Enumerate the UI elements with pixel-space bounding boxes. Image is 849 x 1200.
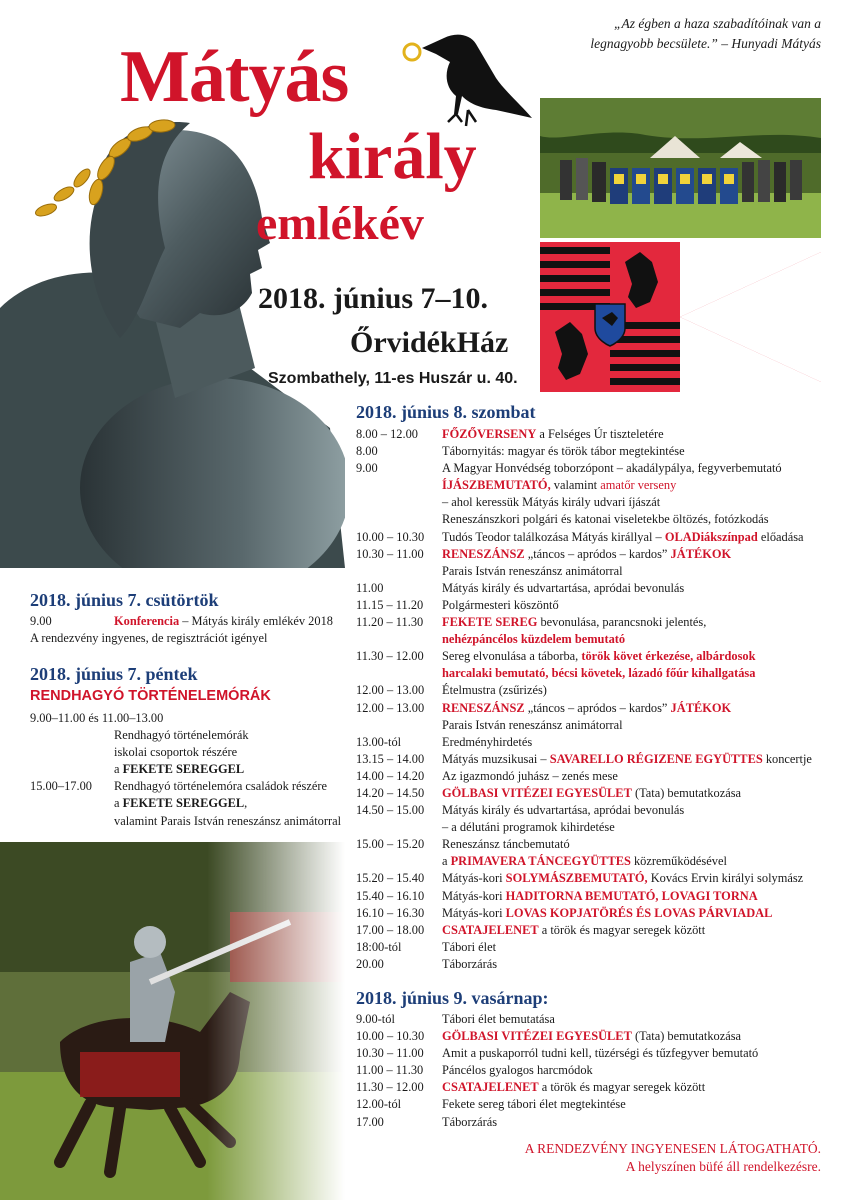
schedule-time: 16.10 – 16.30: [356, 905, 425, 920]
highlight-text: FEKETE SEREG: [442, 615, 538, 630]
highlight-text: GÖLBASI VITÉZEI EGYESÜLET: [442, 1029, 632, 1044]
schedule-row: [356, 802, 826, 819]
event-venue: ŐrvidékHáz: [350, 326, 509, 359]
free-admission-text: A RENDEZVÉNY INGYENESEN LÁTOGATHATÓ.: [524, 1141, 821, 1156]
saturday-schedule: [356, 426, 826, 973]
highlight-text: nehézpáncélos küzdelem bemutató: [442, 632, 626, 647]
schedule-text: [442, 580, 826, 597]
schedule-text: [442, 1079, 826, 1096]
schedule-row: [356, 563, 826, 580]
comma: ,: [244, 796, 248, 811]
schedule-text: [442, 648, 826, 665]
friday-schedule: [30, 710, 350, 830]
schedule-text: [442, 956, 826, 973]
schedule-text: [442, 477, 826, 494]
plain-text: Mátyás muzsikusai –: [442, 751, 550, 766]
highlight-text: CSATAJELENET: [442, 922, 539, 937]
plain-text: Eredményhirdetés: [442, 734, 533, 749]
schedule-time: [356, 665, 442, 682]
schedule-time: [356, 563, 442, 580]
event-dates: 2018. június 7–10.: [258, 282, 489, 315]
schedule-text: [442, 734, 826, 751]
plain-text: Amit a puskaporról tudni kell, tüzérségi és tűzfegyver bemutató: [442, 1046, 759, 1061]
schedule-time: 17.00 – 18.00: [356, 922, 425, 937]
highlight-text: ÍJÁSZBEMUTATÓ,: [442, 478, 551, 493]
friday-line: iskolai csoportok részére: [114, 745, 238, 760]
schedule-text: [442, 460, 826, 477]
friday-heading: 2018. június 7. péntek: [30, 664, 198, 684]
highlight-text: JÁTÉKOK: [670, 546, 732, 561]
schedule-row: [356, 648, 826, 665]
plain-text: Reneszánszkori polgári és katonai viseletekbe öltözés, fotózkodás: [442, 512, 769, 527]
saturday-heading: 2018. június 8. szombat: [356, 402, 536, 422]
schedule-row: [356, 529, 826, 546]
knight-on-horse-photo: [0, 842, 345, 1200]
highlight-text: PRIMAVERA TÁNCEGYÜTTES: [450, 854, 631, 869]
schedule-row: [356, 785, 826, 802]
schedule-row: [356, 546, 826, 563]
schedule-text: [442, 768, 826, 785]
plain-text: Kovács Ervin királyi solymász: [647, 871, 804, 886]
registration-note: A rendezvény ingyenes, de regisztrációt igényel: [30, 631, 268, 646]
king-matthias-statue-image: [0, 68, 345, 568]
sunday-heading: 2018. június 9. vasárnap:: [356, 988, 549, 1008]
plain-text: Polgármesteri köszöntő: [442, 597, 559, 612]
schedule-row: [356, 751, 826, 768]
schedule-row: [356, 682, 826, 699]
plain-text: Reneszánsz táncbemutató: [442, 837, 570, 852]
plain-text: Sereg elvonulása a táborba,: [442, 649, 582, 664]
friday-time-1: 9.00–11.00 és 11.00–13.00: [30, 711, 164, 725]
plain-text: a Felséges Úr tiszteletére: [536, 427, 664, 441]
raven-icon: [396, 18, 536, 130]
history-lessons-heading: RENDHAGYÓ TÖRTÉNELEMÓRÁK: [30, 688, 271, 704]
black-army-label: FEKETE SEREGGEL: [122, 796, 245, 811]
highlight-text: SAVARELLO RÉGIZENE EGYÜTTES: [549, 751, 763, 766]
schedule-time: 8.00: [356, 444, 378, 459]
schedule-time: 9.00: [356, 461, 378, 476]
schedule-text: [442, 1096, 826, 1113]
schedule-row: [356, 1011, 826, 1028]
title-line-2: király: [308, 120, 477, 193]
schedule-text: [442, 836, 826, 853]
hunyadi-coat-of-arms-flag: [540, 242, 821, 392]
plain-text: Mátyás-kori: [442, 888, 506, 903]
schedule-row: [356, 870, 826, 887]
schedule-row: [356, 477, 826, 494]
time: 9.00: [30, 614, 52, 628]
schedule-time: 10.00 – 10.30: [356, 529, 425, 544]
schedule-row: [356, 631, 826, 648]
schedule-text: [442, 785, 826, 802]
friday-line: [30, 761, 350, 778]
schedule-text: [442, 751, 826, 768]
schedule-text: [442, 922, 826, 939]
schedule-row: [356, 836, 826, 853]
thursday-row: [30, 613, 350, 630]
schedule-time: 11.30 – 12.00: [356, 649, 424, 664]
schedule-text: [442, 1011, 826, 1028]
schedule-time: 14.50 – 15.00: [356, 803, 425, 818]
schedule-time: 15.00 – 15.20: [356, 837, 425, 852]
schedule-text: [442, 563, 826, 580]
schedule-time: 12.00 – 13.00: [356, 683, 425, 698]
schedule-text: [442, 443, 826, 460]
schedule-text: [442, 1045, 826, 1062]
title-line-1: Mátyás: [120, 36, 349, 118]
thursday-schedule: [30, 613, 350, 647]
schedule-time: 15.20 – 15.40: [356, 871, 425, 886]
schedule-row: [356, 665, 826, 682]
schedule-time: 14.00 – 14.20: [356, 768, 425, 783]
friday-text: Rendhagyó történelemóra családok részére: [114, 779, 327, 794]
event-address: Szombathely, 11-es Huszár u. 40.: [268, 370, 518, 387]
plain-text: amatőr verseny: [600, 478, 677, 493]
schedule-time: [356, 494, 442, 511]
friday-row: [30, 778, 350, 795]
schedule-row: [356, 939, 826, 956]
plain-text: előadása: [757, 529, 804, 544]
highlight-text: FŐZŐVERSENY: [442, 427, 537, 441]
schedule-text: [442, 853, 826, 870]
plain-text: Mátyás király és udvartartása, apródai bevonulás: [442, 580, 685, 595]
army-camp-photo: [540, 98, 821, 238]
article: a: [114, 762, 123, 777]
schedule-row: [356, 1079, 826, 1096]
plain-text: a török és magyar seregek között: [538, 1080, 706, 1095]
schedule-text: [442, 1114, 826, 1131]
schedule-time: 11.30 – 12.00: [356, 1080, 424, 1095]
plain-text: (Tata) bemutatkozása: [631, 785, 742, 800]
plain-text: Mátyás-kori: [442, 905, 506, 920]
buffet-text: A helyszínen büfé áll rendelkezésre.: [625, 1159, 821, 1174]
schedule-row: [356, 819, 826, 836]
schedule-text: [442, 700, 826, 717]
schedule-time: 13.00-tól: [356, 734, 402, 749]
schedule-text: [442, 905, 826, 922]
schedule-row: [356, 922, 826, 939]
schedule-time: 10.00 – 10.30: [356, 1029, 425, 1044]
plain-text: Mátyás király és udvartartása, apródai bevonulás: [442, 803, 685, 818]
plain-text: a: [442, 854, 451, 869]
friday-line: valamint Parais István reneszánsz animátorral: [114, 813, 342, 828]
schedule-time: 11.00 – 11.30: [356, 1063, 424, 1078]
schedule-time: 12.00 – 13.00: [356, 700, 425, 715]
schedule-text: [442, 529, 826, 546]
highlight-text: RENESZÁNSZ: [442, 700, 525, 715]
schedule-row: [356, 1045, 826, 1062]
schedule-row: [356, 614, 826, 631]
plain-text: Parais István reneszánsz animátorral: [442, 563, 623, 578]
plain-text: Táborzárás: [442, 956, 498, 971]
plain-text: Mátyás-kori: [442, 871, 506, 886]
schedule-time: [356, 511, 442, 528]
schedule-time: 13.15 – 14.00: [356, 751, 425, 766]
schedule-time: [356, 477, 442, 494]
schedule-time: 14.20 – 14.50: [356, 785, 425, 800]
schedule-text: [442, 682, 826, 699]
schedule-time: 8.00 – 12.00: [356, 427, 418, 441]
schedule-time: [356, 631, 442, 648]
schedule-text: [442, 1028, 826, 1045]
plain-text: Ételmustra (zsűrizés): [442, 683, 547, 698]
friday-line: Rendhagyó történelemórák: [114, 728, 249, 743]
schedule-row: [356, 853, 826, 870]
schedule-row: [356, 580, 826, 597]
highlight-text: RENESZÁNSZ: [442, 546, 525, 561]
schedule-text: [442, 546, 826, 563]
schedule-row: [356, 905, 826, 922]
schedule-text: [442, 494, 826, 511]
schedule-row: [356, 768, 826, 785]
schedule-row: [356, 888, 826, 905]
schedule-row: [356, 700, 826, 717]
schedule-time: 11.20 – 11.30: [356, 615, 424, 630]
schedule-text: [442, 819, 826, 836]
plain-text: valamint: [550, 478, 601, 493]
plain-text: Tábori élet bemutatása: [442, 1012, 555, 1026]
schedule-text: [442, 939, 826, 956]
schedule-row: [356, 956, 826, 973]
highlight-text: HADITORNA BEMUTATÓ, LOVAGI TORNA: [505, 888, 758, 903]
plain-text: Táborzárás: [442, 1114, 498, 1129]
footer-notice: [525, 1140, 821, 1176]
schedule-row: [356, 1114, 826, 1131]
schedule-row: [356, 734, 826, 751]
article: a: [114, 796, 123, 811]
schedule-time: 10.30 – 11.00: [356, 1046, 424, 1061]
plain-text: Fekete sereg tábori élet megtekintése: [442, 1097, 626, 1112]
highlight-text: török követ érkezése, albárdosok: [581, 649, 756, 664]
schedule-row: [356, 426, 826, 443]
schedule-text: [442, 511, 826, 528]
schedule-time: [356, 717, 442, 734]
plain-text: Tudós Teodor találkozása Mátyás királlyal –: [442, 529, 665, 544]
highlight-text: CSATAJELENET: [442, 1080, 539, 1095]
schedule-time: 17.00: [356, 1114, 384, 1129]
schedule-row: [356, 511, 826, 528]
plain-text: – ahol keressük Mátyás király udvari íjászát: [442, 495, 661, 510]
schedule-time: 11.15 – 11.20: [356, 597, 424, 612]
schedule-row: [356, 1028, 826, 1045]
schedule-time: 11.00: [356, 580, 384, 595]
schedule-row: [356, 597, 826, 614]
title-line-3: emlékév: [256, 197, 424, 250]
schedule-text: [442, 631, 826, 648]
schedule-row: [356, 1062, 826, 1079]
highlight-text: LOVAS KOPJATÖRÉS ÉS LOVAS PÁRVIADAL: [505, 905, 773, 920]
friday-line: [30, 795, 350, 812]
schedule-time: 12.00-tól: [356, 1097, 402, 1112]
highlight-text: GÖLBASI VITÉZEI EGYESÜLET: [442, 785, 632, 800]
conference-text: – Mátyás király emlékév 2018: [179, 614, 333, 628]
highlight-text: harcalaki bemutató, bécsi követek, lázadó főúr kihallgatása: [442, 666, 756, 681]
schedule-text: [442, 614, 826, 631]
schedule-row: [356, 1096, 826, 1113]
plain-text: (Tata) bemutatkozása: [631, 1029, 742, 1044]
schedule-row: [356, 443, 826, 460]
black-army-label: FEKETE SEREGGEL: [122, 762, 245, 777]
schedule-text: [442, 597, 826, 614]
highlight-text: OLADiákszínpad: [664, 529, 758, 544]
plain-text: – a délutáni programok kihirdetése: [442, 820, 615, 835]
plain-text: Páncélos gyalogos harcmódok: [442, 1063, 593, 1078]
schedule-text: [442, 665, 826, 682]
plain-text: bevonulása, parancsnoki jelentés,: [537, 615, 707, 630]
schedule-row: [356, 717, 826, 734]
schedule-text: [442, 1062, 826, 1079]
schedule-text: [442, 870, 826, 887]
plain-text: Az igazmondó juhász – zenés mese: [442, 768, 618, 783]
schedule-text: [442, 426, 826, 443]
schedule-time: 10.30 – 11.00: [356, 546, 424, 561]
schedule-time: 9.00-tól: [356, 1012, 395, 1026]
plain-text: a török és magyar seregek között: [538, 922, 706, 937]
schedule-row: [356, 494, 826, 511]
highlight-text: JÁTÉKOK: [670, 700, 732, 715]
schedule-text: [442, 802, 826, 819]
schedule-time: 20.00: [356, 956, 384, 971]
schedule-text: [442, 717, 826, 734]
schedule-time: 18:00-tól: [356, 939, 402, 954]
schedule-row: [356, 460, 826, 477]
plain-text: A Magyar Honvédség toborzópont – akadálypálya, fegyverbemutató: [442, 461, 782, 476]
schedule-time: [356, 853, 442, 870]
thursday-heading: 2018. június 7. csütörtök: [30, 590, 219, 610]
schedule-text: [442, 888, 826, 905]
plain-text: Parais István reneszánsz animátorral: [442, 717, 623, 732]
friday-time-2: 15.00–17.00: [30, 779, 92, 794]
plain-text: Tábori élet: [442, 939, 497, 954]
hunyadi-quote: „Az égben a haza szabadítóinak van a legnagyobb becsülete.” – Hunyadi Mátyás: [590, 16, 821, 51]
schedule-time: 15.40 – 16.10: [356, 888, 425, 903]
plain-text: „táncos – apródos – kardos”: [524, 546, 671, 561]
plain-text: „táncos – apródos – kardos”: [524, 700, 671, 715]
highlight-text: SOLYMÁSZBEMUTATÓ,: [505, 871, 648, 886]
plain-text: koncertje: [762, 751, 812, 766]
conference-label: Konferencia: [114, 614, 180, 628]
sunday-schedule: [356, 1011, 826, 1131]
plain-text: Tábornyitás: magyar és török tábor megtekintése: [442, 444, 685, 459]
schedule-time: [356, 819, 442, 836]
plain-text: közreműködésével: [630, 854, 727, 869]
